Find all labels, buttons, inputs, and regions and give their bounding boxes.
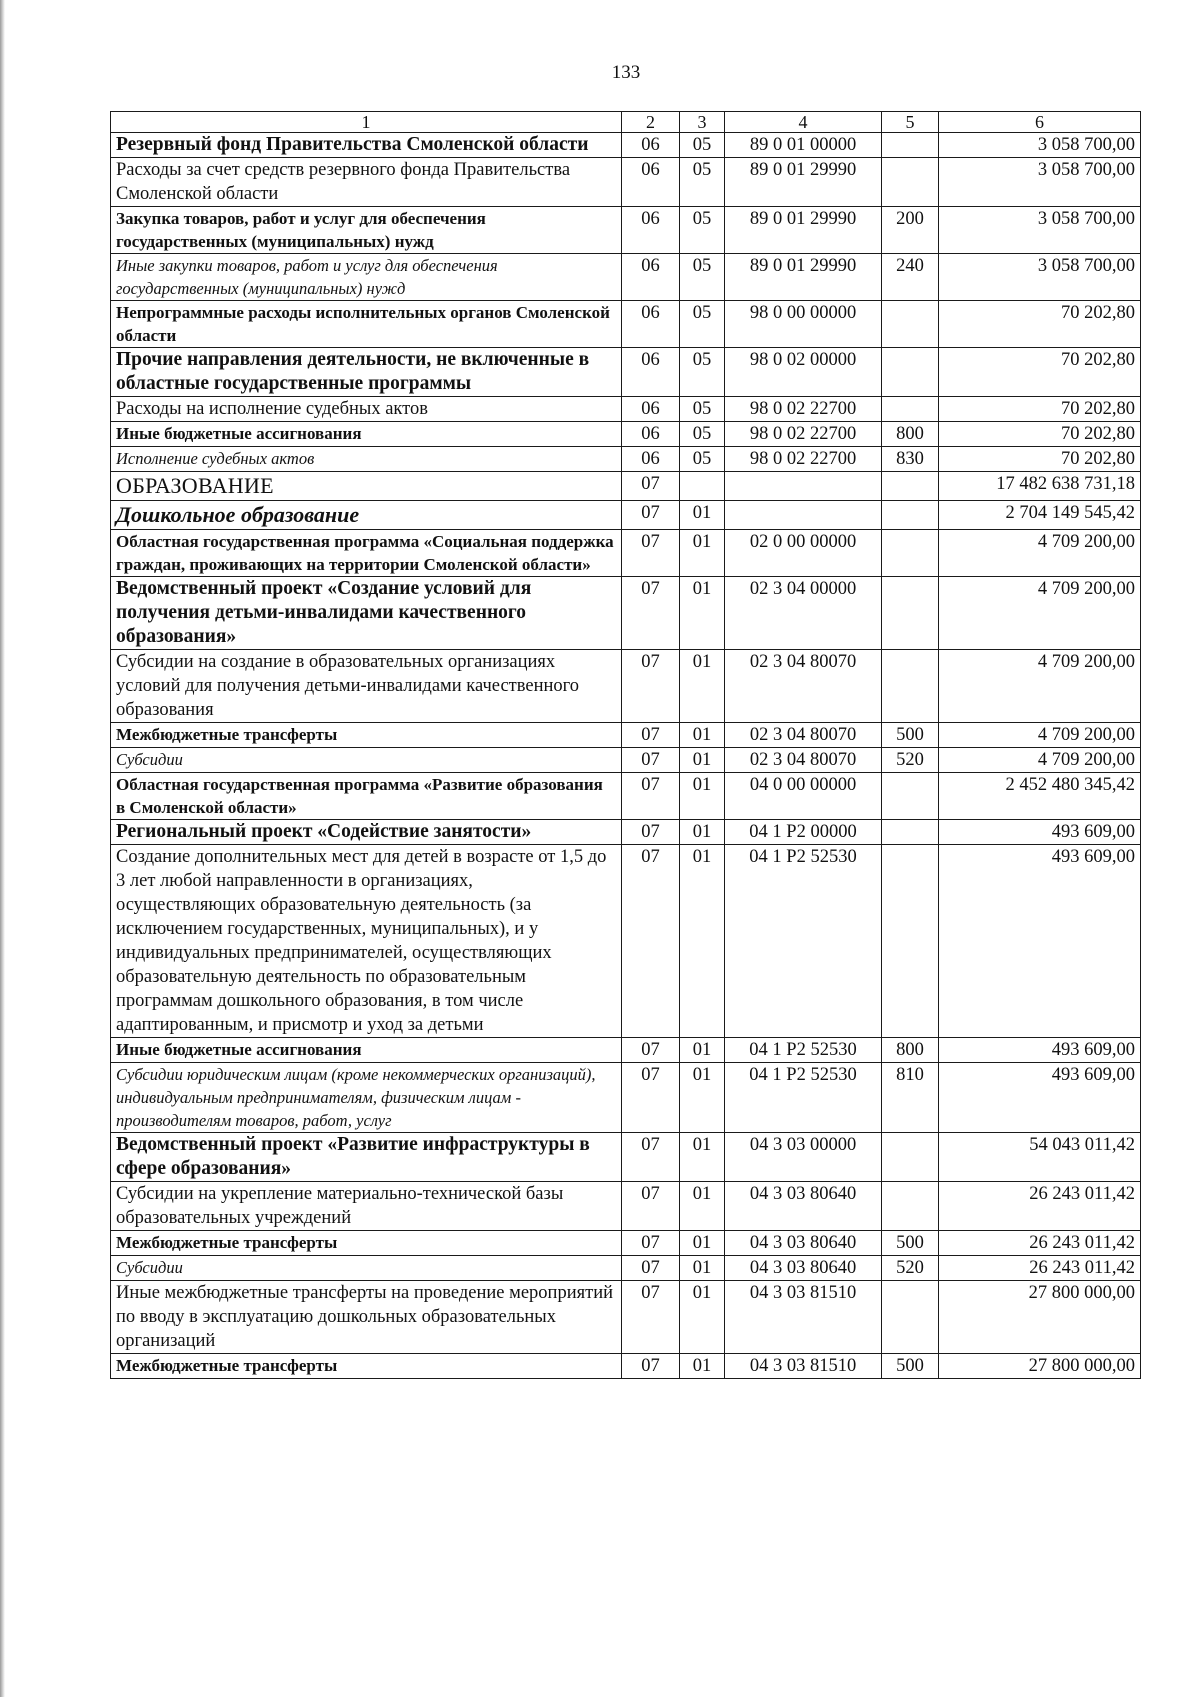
expense-type-cell: [882, 577, 939, 650]
section-code-cell: 07: [622, 1281, 680, 1354]
subsection-code-cell: 01: [680, 773, 725, 820]
table-row: [111, 158, 1141, 207]
expense-type-cell: [882, 301, 939, 348]
amount-cell: 493 609,00: [939, 845, 1141, 1038]
expense-type-cell: [882, 1182, 939, 1231]
expense-type-cell: 810: [882, 1063, 939, 1133]
table-row: [111, 1182, 1141, 1231]
column-header: 2: [622, 112, 680, 133]
subsection-code-cell: 05: [680, 158, 725, 207]
row-name-cell: Резервный фонд Правительства Смоленской области: [111, 133, 622, 158]
amount-cell: 3 058 700,00: [939, 158, 1141, 207]
subsection-code-cell: 01: [680, 748, 725, 773]
subsection-code-cell: 01: [680, 530, 725, 577]
target-article-cell: 04 0 00 00000: [725, 773, 882, 820]
subsection-code-cell: 01: [680, 723, 725, 748]
table-row: [111, 348, 1141, 397]
target-article-cell: [725, 472, 882, 501]
target-article-cell: 02 0 00 00000: [725, 530, 882, 577]
table-row: [111, 820, 1141, 845]
section-code-cell: 06: [622, 133, 680, 158]
row-name-cell: Дошкольное образование: [111, 501, 622, 530]
row-name-cell: Исполнение судебных актов: [111, 447, 622, 472]
table-row: [111, 1038, 1141, 1063]
section-code-cell: 07: [622, 1038, 680, 1063]
section-code-cell: 07: [622, 1133, 680, 1182]
amount-cell: 493 609,00: [939, 1063, 1141, 1133]
section-code-cell: 07: [622, 650, 680, 723]
table-row: [111, 422, 1141, 447]
amount-cell: 4 709 200,00: [939, 577, 1141, 650]
table-row: [111, 1063, 1141, 1133]
table-row: [111, 1133, 1141, 1182]
subsection-code-cell: 01: [680, 1281, 725, 1354]
amount-cell: 493 609,00: [939, 820, 1141, 845]
target-article-cell: 98 0 02 22700: [725, 397, 882, 422]
row-name-cell: Субсидии на укрепление материально-технической базы образовательных учреждений: [111, 1182, 622, 1231]
subsection-code-cell: 01: [680, 577, 725, 650]
table-row: [111, 530, 1141, 577]
section-code-cell: 07: [622, 1354, 680, 1379]
section-code-cell: 06: [622, 254, 680, 301]
target-article-cell: 98 0 02 22700: [725, 447, 882, 472]
row-name-cell: Иные бюджетные ассигнования: [111, 422, 622, 447]
section-code-cell: 06: [622, 301, 680, 348]
expense-type-cell: [882, 530, 939, 577]
expense-type-cell: [882, 1133, 939, 1182]
table-row: [111, 1281, 1141, 1354]
section-code-cell: 07: [622, 723, 680, 748]
expense-type-cell: 500: [882, 723, 939, 748]
expense-type-cell: [882, 397, 939, 422]
row-name-cell: Субсидии: [111, 748, 622, 773]
column-header: 3: [680, 112, 725, 133]
subsection-code-cell: 05: [680, 207, 725, 254]
target-article-cell: 04 1 Р2 52530: [725, 845, 882, 1038]
table-row: [111, 577, 1141, 650]
target-article-cell: 04 3 03 81510: [725, 1281, 882, 1354]
expense-type-cell: [882, 773, 939, 820]
amount-cell: 70 202,80: [939, 348, 1141, 397]
subsection-code-cell: 01: [680, 1063, 725, 1133]
subsection-code-cell: 01: [680, 650, 725, 723]
row-name-cell: Иные межбюджетные трансферты на проведение мероприятий по вводу в эксплуатацию дошкольных образовательных организаций: [111, 1281, 622, 1354]
table-row: [111, 133, 1141, 158]
amount-cell: 3 058 700,00: [939, 207, 1141, 254]
budget-table-body: [111, 112, 1141, 1379]
amount-cell: 4 709 200,00: [939, 530, 1141, 577]
section-code-cell: 07: [622, 577, 680, 650]
amount-cell: 70 202,80: [939, 397, 1141, 422]
amount-cell: 493 609,00: [939, 1038, 1141, 1063]
target-article-cell: 98 0 00 00000: [725, 301, 882, 348]
row-name-cell: Субсидии: [111, 1256, 622, 1281]
row-name-cell: Субсидии юридическим лицам (кроме некоммерческих организаций), индивидуальным предпринимателям, физическим лицам - производителям товаров, работ, услуг: [111, 1063, 622, 1133]
section-code-cell: 07: [622, 472, 680, 501]
target-article-cell: 89 0 01 29990: [725, 207, 882, 254]
page-number: 133: [611, 62, 641, 83]
section-code-cell: 07: [622, 1256, 680, 1281]
amount-cell: 4 709 200,00: [939, 650, 1141, 723]
target-article-cell: 04 3 03 80640: [725, 1231, 882, 1256]
amount-cell: 27 800 000,00: [939, 1281, 1141, 1354]
row-name-cell: Региональный проект «Содействие занятости»: [111, 820, 622, 845]
target-article-cell: 04 3 03 81510: [725, 1354, 882, 1379]
subsection-code-cell: 01: [680, 820, 725, 845]
table-row: [111, 845, 1141, 1038]
column-header: 5: [882, 112, 939, 133]
target-article-cell: [725, 501, 882, 530]
subsection-code-cell: 05: [680, 301, 725, 348]
amount-cell: 4 709 200,00: [939, 723, 1141, 748]
target-article-cell: 89 0 01 00000: [725, 133, 882, 158]
target-article-cell: 98 0 02 22700: [725, 422, 882, 447]
section-code-cell: 07: [622, 820, 680, 845]
column-header: 4: [725, 112, 882, 133]
section-code-cell: 07: [622, 845, 680, 1038]
target-article-cell: 02 3 04 80070: [725, 723, 882, 748]
column-header: 1: [111, 112, 622, 133]
target-article-cell: 04 1 Р2 52530: [725, 1038, 882, 1063]
expense-type-cell: [882, 820, 939, 845]
expense-type-cell: 800: [882, 1038, 939, 1063]
subsection-code-cell: 01: [680, 1182, 725, 1231]
expense-type-cell: [882, 348, 939, 397]
target-article-cell: 98 0 02 00000: [725, 348, 882, 397]
target-article-cell: 04 3 03 00000: [725, 1133, 882, 1182]
subsection-code-cell: 05: [680, 397, 725, 422]
expense-type-cell: 520: [882, 1256, 939, 1281]
expense-type-cell: [882, 650, 939, 723]
amount-cell: 54 043 011,42: [939, 1133, 1141, 1182]
subsection-code-cell: 05: [680, 133, 725, 158]
subsection-code-cell: 01: [680, 1231, 725, 1256]
row-name-cell: Ведомственный проект «Создание условий для получения детьми-инвалидами качественного образования»: [111, 577, 622, 650]
row-name-cell: ОБРАЗОВАНИЕ: [111, 472, 622, 501]
subsection-code-cell: 05: [680, 348, 725, 397]
expense-type-cell: 200: [882, 207, 939, 254]
amount-cell: 4 709 200,00: [939, 748, 1141, 773]
row-name-cell: Межбюджетные трансферты: [111, 723, 622, 748]
section-code-cell: 06: [622, 158, 680, 207]
row-name-cell: Субсидии на создание в образовательных организациях условий для получения детьми-инвалидами качественного образования: [111, 650, 622, 723]
table-row: [111, 254, 1141, 301]
row-name-cell: Расходы на исполнение судебных актов: [111, 397, 622, 422]
amount-cell: 70 202,80: [939, 422, 1141, 447]
table-row: [111, 1256, 1141, 1281]
section-code-cell: 07: [622, 530, 680, 577]
subsection-code-cell: 05: [680, 447, 725, 472]
subsection-code-cell: 01: [680, 845, 725, 1038]
expense-type-cell: 800: [882, 422, 939, 447]
amount-cell: 3 058 700,00: [939, 254, 1141, 301]
target-article-cell: 04 1 Р2 52530: [725, 1063, 882, 1133]
target-article-cell: 04 3 03 80640: [725, 1182, 882, 1231]
amount-cell: 17 482 638 731,18: [939, 472, 1141, 501]
table-row: [111, 397, 1141, 422]
expense-type-cell: 500: [882, 1231, 939, 1256]
subsection-code-cell: 01: [680, 1256, 725, 1281]
expense-type-cell: [882, 158, 939, 207]
row-name-cell: Расходы за счет средств резервного фонда Правительства Смоленской области: [111, 158, 622, 207]
table-row: [111, 472, 1141, 501]
target-article-cell: 04 3 03 80640: [725, 1256, 882, 1281]
section-code-cell: 07: [622, 1182, 680, 1231]
amount-cell: 26 243 011,42: [939, 1231, 1141, 1256]
expense-type-cell: 520: [882, 748, 939, 773]
table-row: [111, 501, 1141, 530]
subsection-code-cell: 01: [680, 501, 725, 530]
row-name-cell: Создание дополнительных мест для детей в возрасте от 1,5 до 3 лет любой направленности в организациях, осуществляющих образовательную деятельность (за исключением государственных, муниципальных), и у индивидуальных предпринимателей, осуществляющих образовательную деятельность по образовательным программам дошкольного образования, в том числе адаптированным, и присмотр и уход за детьми: [111, 845, 622, 1038]
table-row: [111, 301, 1141, 348]
section-code-cell: 07: [622, 748, 680, 773]
expense-type-cell: [882, 133, 939, 158]
expense-type-cell: [882, 1281, 939, 1354]
table-row: [111, 723, 1141, 748]
section-code-cell: 06: [622, 207, 680, 254]
row-name-cell: Непрограммные расходы исполнительных органов Смоленской области: [111, 301, 622, 348]
target-article-cell: 89 0 01 29990: [725, 254, 882, 301]
subsection-code-cell: 01: [680, 1038, 725, 1063]
section-code-cell: 06: [622, 422, 680, 447]
target-article-cell: 02 3 04 00000: [725, 577, 882, 650]
row-name-cell: Закупка товаров, работ и услуг для обеспечения государственных (муниципальных) нужд: [111, 207, 622, 254]
target-article-cell: 89 0 01 29990: [725, 158, 882, 207]
subsection-code-cell: 01: [680, 1133, 725, 1182]
table-row: [111, 748, 1141, 773]
table-row: [111, 447, 1141, 472]
section-code-cell: 07: [622, 501, 680, 530]
row-name-cell: Межбюджетные трансферты: [111, 1231, 622, 1256]
amount-cell: 26 243 011,42: [939, 1182, 1141, 1231]
row-name-cell: Иные закупки товаров, работ и услуг для обеспечения государственных (муниципальных) нужд: [111, 254, 622, 301]
subsection-code-cell: 05: [680, 254, 725, 301]
amount-cell: 2 704 149 545,42: [939, 501, 1141, 530]
target-article-cell: 02 3 04 80070: [725, 748, 882, 773]
amount-cell: 26 243 011,42: [939, 1256, 1141, 1281]
scan-edge: [0, 0, 5, 1697]
table-row: [111, 773, 1141, 820]
amount-cell: 3 058 700,00: [939, 133, 1141, 158]
row-name-cell: Иные бюджетные ассигнования: [111, 1038, 622, 1063]
expense-type-cell: 830: [882, 447, 939, 472]
row-name-cell: Прочие направления деятельности, не включенные в областные государственные программы: [111, 348, 622, 397]
expense-type-cell: [882, 501, 939, 530]
target-article-cell: 02 3 04 80070: [725, 650, 882, 723]
expense-type-cell: 500: [882, 1354, 939, 1379]
section-code-cell: 07: [622, 1063, 680, 1133]
row-name-cell: Областная государственная программа «Социальная поддержка граждан, проживающих на территории Смоленской области»: [111, 530, 622, 577]
amount-cell: 70 202,80: [939, 301, 1141, 348]
target-article-cell: 04 1 Р2 00000: [725, 820, 882, 845]
expense-type-cell: [882, 845, 939, 1038]
amount-cell: 2 452 480 345,42: [939, 773, 1141, 820]
table-row: [111, 1231, 1141, 1256]
section-code-cell: 07: [622, 1231, 680, 1256]
section-code-cell: 06: [622, 447, 680, 472]
table-row: [111, 650, 1141, 723]
subsection-code-cell: 01: [680, 1354, 725, 1379]
table-row: [111, 207, 1141, 254]
subsection-code-cell: [680, 472, 725, 501]
expense-type-cell: [882, 472, 939, 501]
table-row: [111, 1354, 1141, 1379]
expense-type-cell: 240: [882, 254, 939, 301]
column-header-row: [111, 112, 1141, 133]
section-code-cell: 07: [622, 773, 680, 820]
subsection-code-cell: 05: [680, 422, 725, 447]
section-code-cell: 06: [622, 348, 680, 397]
section-code-cell: 06: [622, 397, 680, 422]
row-name-cell: Межбюджетные трансферты: [111, 1354, 622, 1379]
row-name-cell: Областная государственная программа «Развитие образования в Смоленской области»: [111, 773, 622, 820]
row-name-cell: Ведомственный проект «Развитие инфраструктуры в сфере образования»: [111, 1133, 622, 1182]
amount-cell: 27 800 000,00: [939, 1354, 1141, 1379]
amount-cell: 70 202,80: [939, 447, 1141, 472]
column-header: 6: [939, 112, 1141, 133]
budget-table: [110, 111, 1141, 1379]
